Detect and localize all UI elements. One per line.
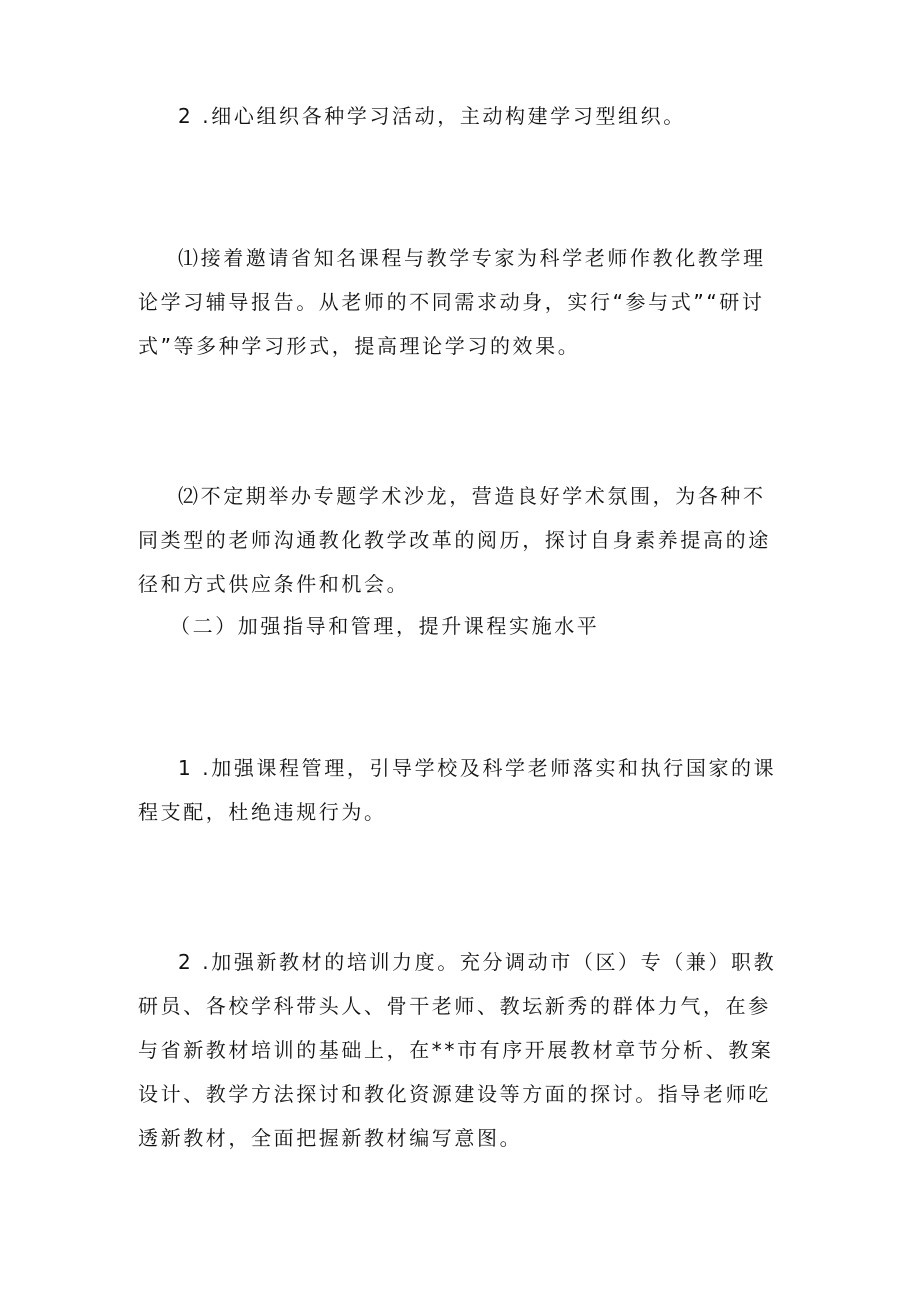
section-heading-guidance-management: （二）加强指导和管理，提升课程实施水平 <box>170 614 600 638</box>
paragraph-course-management: 1 .加强课程管理，引导学校及科学老师落实和执行国家的课程支配，杜绝违规行为。 <box>138 756 777 824</box>
paragraph-expert-lectures: ⑴接着邀请省知名课程与教学专家为科学老师作教化教学理论学习辅导报告。从老师的不同需求动身，实行“参与式”“研讨式”等多种学习形式，提高理论学习的效果。 <box>138 246 766 358</box>
paragraph-new-textbook-training: 2 .加强新教材的培训力度。充分调动市（区）专（兼）职教研员、各校学科带头人、骨干老师、教坛新秀的群体力气，在参与省新教材培训的基础上，在**市有序开展教材章节分析、教案设计、教学方法探讨和教化资源建设等方面的探讨。指导老师吃透新教材，全面把握新教材编写意图。 <box>138 950 777 1150</box>
paragraph-study-activities: 2 .细心组织各种学习活动，主动构建学习型组织。 <box>178 104 686 128</box>
paragraph-academic-salon: ⑵不定期举办专题学术沙龙，营造良好学术氛围，为各种不同类型的老师沟通教化教学改革的阅历，探讨自身素养提高的途径和方式供应条件和机会。 <box>138 484 771 596</box>
